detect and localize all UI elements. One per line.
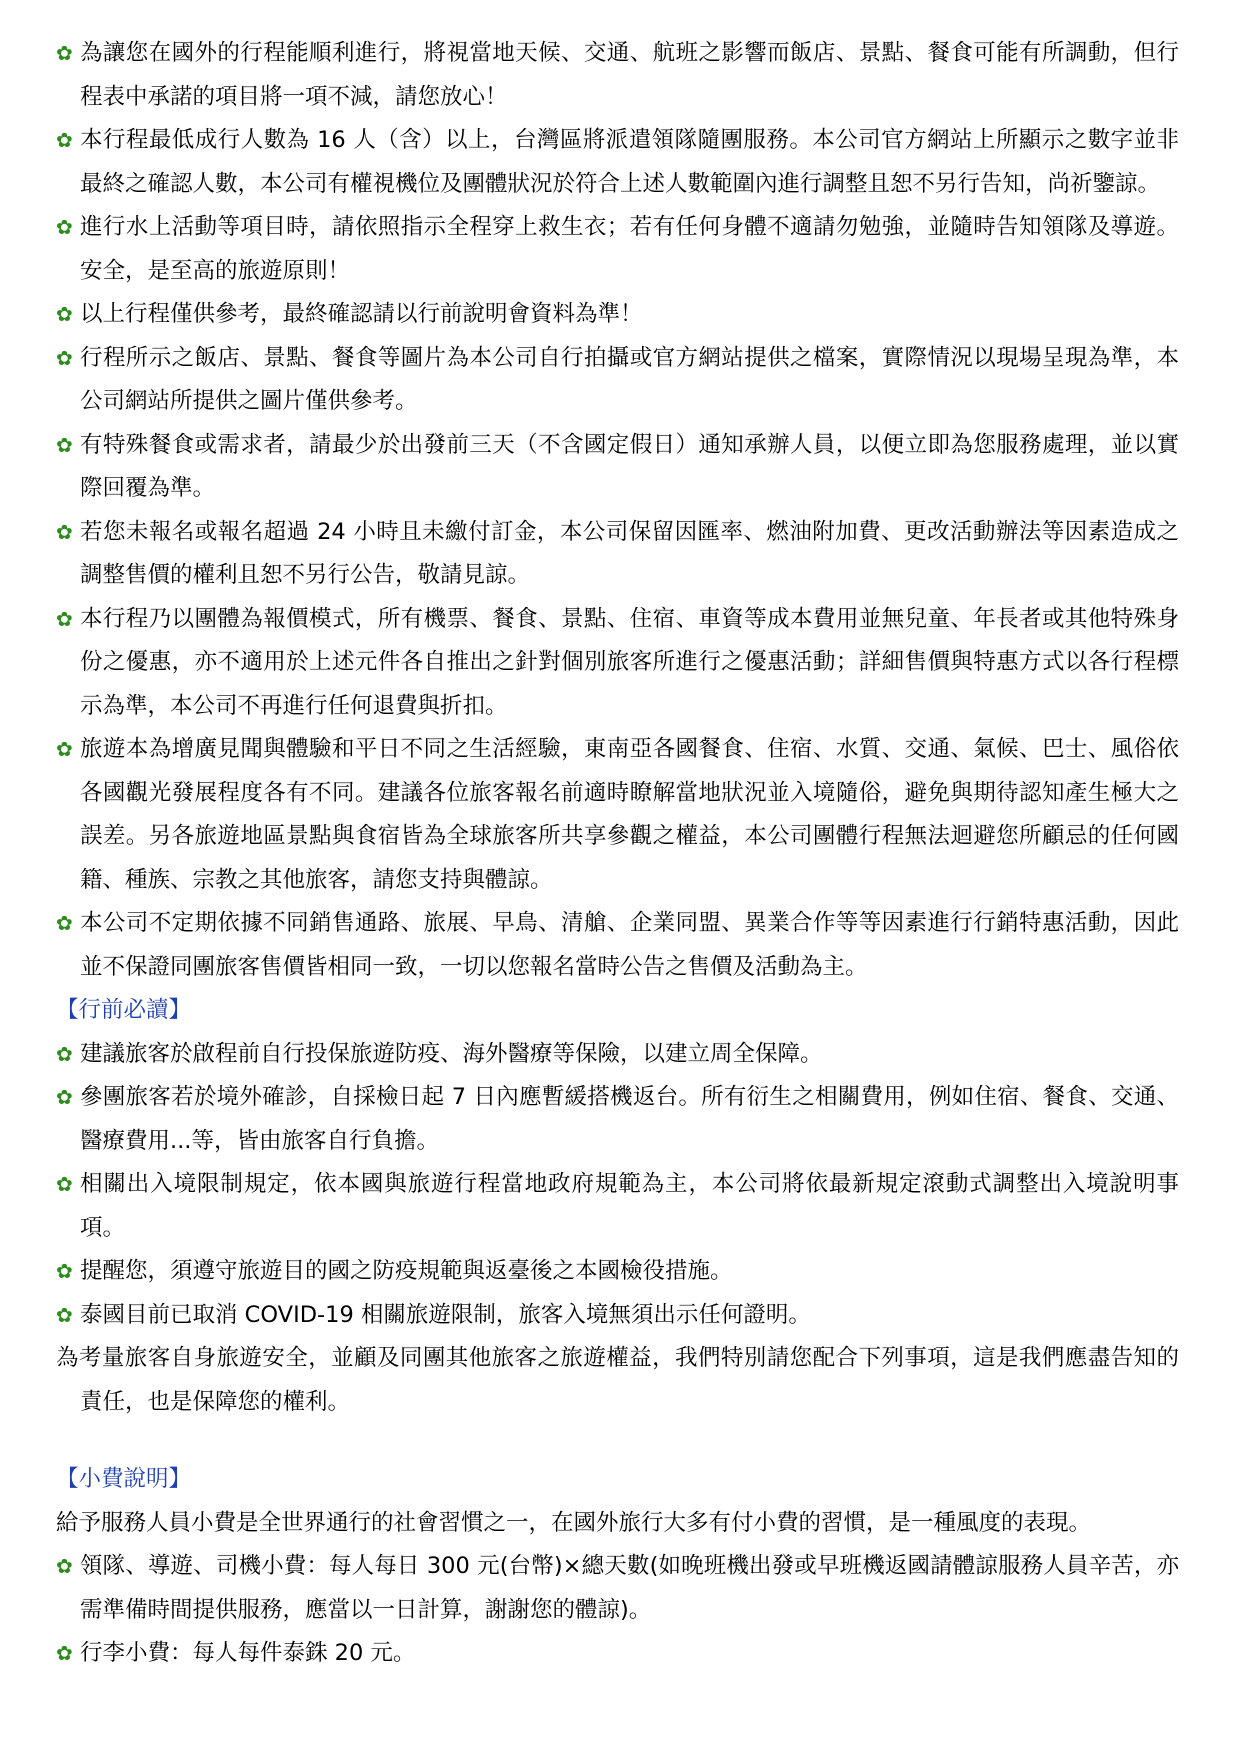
flower-bullet-icon: ✿ — [56, 432, 73, 457]
flower-bullet-icon: ✿ — [56, 519, 73, 544]
note-item — [56, 32, 1179, 119]
note-item — [56, 598, 1179, 729]
pre-trip-item — [56, 1033, 1179, 1077]
flower-bullet-icon: ✿ — [56, 1041, 73, 1066]
note-item — [56, 206, 1179, 293]
note-item — [56, 728, 1179, 902]
flower-bullet-icon: ✿ — [56, 1172, 73, 1196]
note-item — [56, 511, 1179, 598]
note-item — [56, 119, 1179, 206]
note-item — [56, 293, 1179, 337]
tip-item — [56, 1545, 1179, 1632]
flower-bullet-icon: ✿ — [56, 41, 73, 65]
flower-bullet-icon: ✿ — [56, 1554, 73, 1578]
flower-bullet-icon: ✿ — [56, 345, 73, 370]
note-text: 進行水上活動等項目時，請依照指示全程穿上救生衣；若有任何身體不適請勿勉強，並隨時告知領隊及導遊。安全，是至高的旅遊原則！ — [80, 214, 1179, 284]
note-text: 為讓您在國外的行程能順利進行，將視當地天候、交通、航班之影響而飯店、景點、餐食可能有所調動，但行程表中承諾的項目將一項不減，請您放心！ — [80, 40, 1179, 110]
pre-trip-text: 相關出入境限制規定，依本國與旅遊行程當地政府規範為主，本公司將依最新規定滾動式調整出入境說明事項。 — [80, 1171, 1179, 1241]
flower-bullet-icon: ✿ — [56, 1641, 73, 1665]
pre-trip-text: 提醒您，須遵守旅遊目的國之防疫規範與返臺後之本國檢役措施。 — [80, 1258, 733, 1284]
flower-bullet-icon: ✿ — [56, 606, 73, 631]
pre-trip-item — [56, 1076, 1179, 1163]
tip-text: 行李小費：每人每件泰銖 20 元。 — [80, 1640, 416, 1666]
note-text: 若您未報名或報名超過 24 小時且未繳付訂金，本公司保留因匯率、燃油附加費、更改活動辦法等因素造成之調整售價的權利且恕不另行公告，敬請見諒。 — [80, 518, 1179, 588]
pre-trip-heading: 【行前必讀】 — [56, 997, 192, 1023]
note-text: 本行程最低成行人數為 16 人（含）以上，台灣區將派遣領隊隨團服務。本公司官方網站上所顯示之數字並非最終之確認人數，本公司有權視機位及團體狀況於符合上述人數範圍內進行調整且恕不另行告知，尚祈鑒諒。 — [80, 127, 1179, 197]
notes-list — [56, 32, 1179, 989]
flower-bullet-icon: ✿ — [56, 1302, 73, 1327]
flower-bullet-icon: ✿ — [56, 128, 73, 152]
pre-trip-text: 泰國目前已取消 COVID-19 相關旅遊限制，旅客入境無須出示任何證明。 — [80, 1301, 811, 1328]
flower-bullet-icon: ✿ — [56, 1085, 73, 1109]
tips-list — [56, 1545, 1179, 1676]
flower-bullet-icon: ✿ — [56, 302, 73, 326]
flower-bullet-icon: ✿ — [56, 215, 73, 239]
note-text: 本公司不定期依據不同銷售通路、旅展、早鳥、清艙、企業同盟、異業合作等等因素進行行銷特惠活動，因此並不保證同團旅客售價皆相同一致，一切以您報名當時公告之售價及活動為主。 — [80, 910, 1179, 980]
pre-trip-text: 參團旅客若於境外確診，自採檢日起 7 日內應暫緩搭機返台。所有衍生之相關費用，例如住宿、餐食、交通、醫療費用...等，皆由旅客自行負擔。 — [80, 1084, 1179, 1154]
section-spacer — [56, 1424, 1179, 1458]
pre-trip-closing: 為考量旅客自身旅遊安全，並顧及同團其他旅客之旅遊權益，我們特別請您配合下列事項，這是我們應盡告知的責任，也是保障您的權利。 — [56, 1345, 1179, 1415]
pre-trip-item — [56, 1163, 1179, 1250]
tips-heading: 【小費說明】 — [56, 1466, 192, 1492]
note-item — [56, 337, 1179, 424]
tip-text: 領隊、導遊、司機小費：每人每日 300 元(台幣)×總天數(如晚班機出發或早班機返國請體諒服務人員辛苦，亦需準備時間提供服務，應當以一日計算，謝謝您的體諒)。 — [80, 1553, 1179, 1623]
note-item — [56, 424, 1179, 511]
pre-trip-text: 建議旅客於啟程前自行投保旅遊防疫、海外醫療等保險，以建立周全保障。 — [80, 1040, 823, 1067]
tip-item — [56, 1632, 1179, 1676]
flower-bullet-icon: ✿ — [56, 911, 73, 935]
flower-bullet-icon: ✿ — [56, 1259, 73, 1283]
note-text: 以上行程僅供參考，最終確認請以行前說明會資料為準！ — [80, 301, 643, 327]
flower-bullet-icon: ✿ — [56, 737, 73, 761]
tips-intro: 給予服務人員小費是全世界通行的社會習慣之一，在國外旅行大多有付小費的習慣，是一種風度的表現。 — [56, 1509, 1092, 1536]
pre-trip-list — [56, 1033, 1179, 1338]
note-text: 旅遊本為增廣見聞與體驗和平日不同之生活經驗，東南亞各國餐食、住宿、水質、交通、氣候、巴士、風俗依各國觀光發展程度各有不同。建議各位旅客報名前適時瞭解當地狀況並入境隨俗，避免與期待認知產生極大之誤差。另各旅遊地區景點與食宿皆為全球旅客所共享參觀之權益，本公司團體行程無法迴避您所顧忌的任何國籍、種族、宗教之其他旅客，請您支持與體諒。 — [80, 736, 1179, 893]
note-item — [56, 902, 1179, 989]
note-text: 有特殊餐食或需求者，請最少於出發前三天（不含國定假日）通知承辦人員，以便立即為您服務處理，並以實際回覆為準。 — [80, 431, 1179, 501]
note-text: 本行程乃以團體為報價模式，所有機票、餐食、景點、住宿、車資等成本費用並無兒童、年長者或其他特殊身份之優惠，亦不適用於上述元件各自推出之針對個別旅客所進行之優惠活動；詳細售價與特惠方式以各行程標示為準，本公司不再進行任何退費與折扣。 — [80, 605, 1179, 719]
pre-trip-item — [56, 1250, 1179, 1294]
pre-trip-item — [56, 1294, 1179, 1338]
note-text: 行程所示之飯店、景點、餐食等圖片為本公司自行拍攝或官方網站提供之檔案，實際情況以現場呈現為準，本公司網站所提供之圖片僅供參考。 — [80, 344, 1179, 414]
